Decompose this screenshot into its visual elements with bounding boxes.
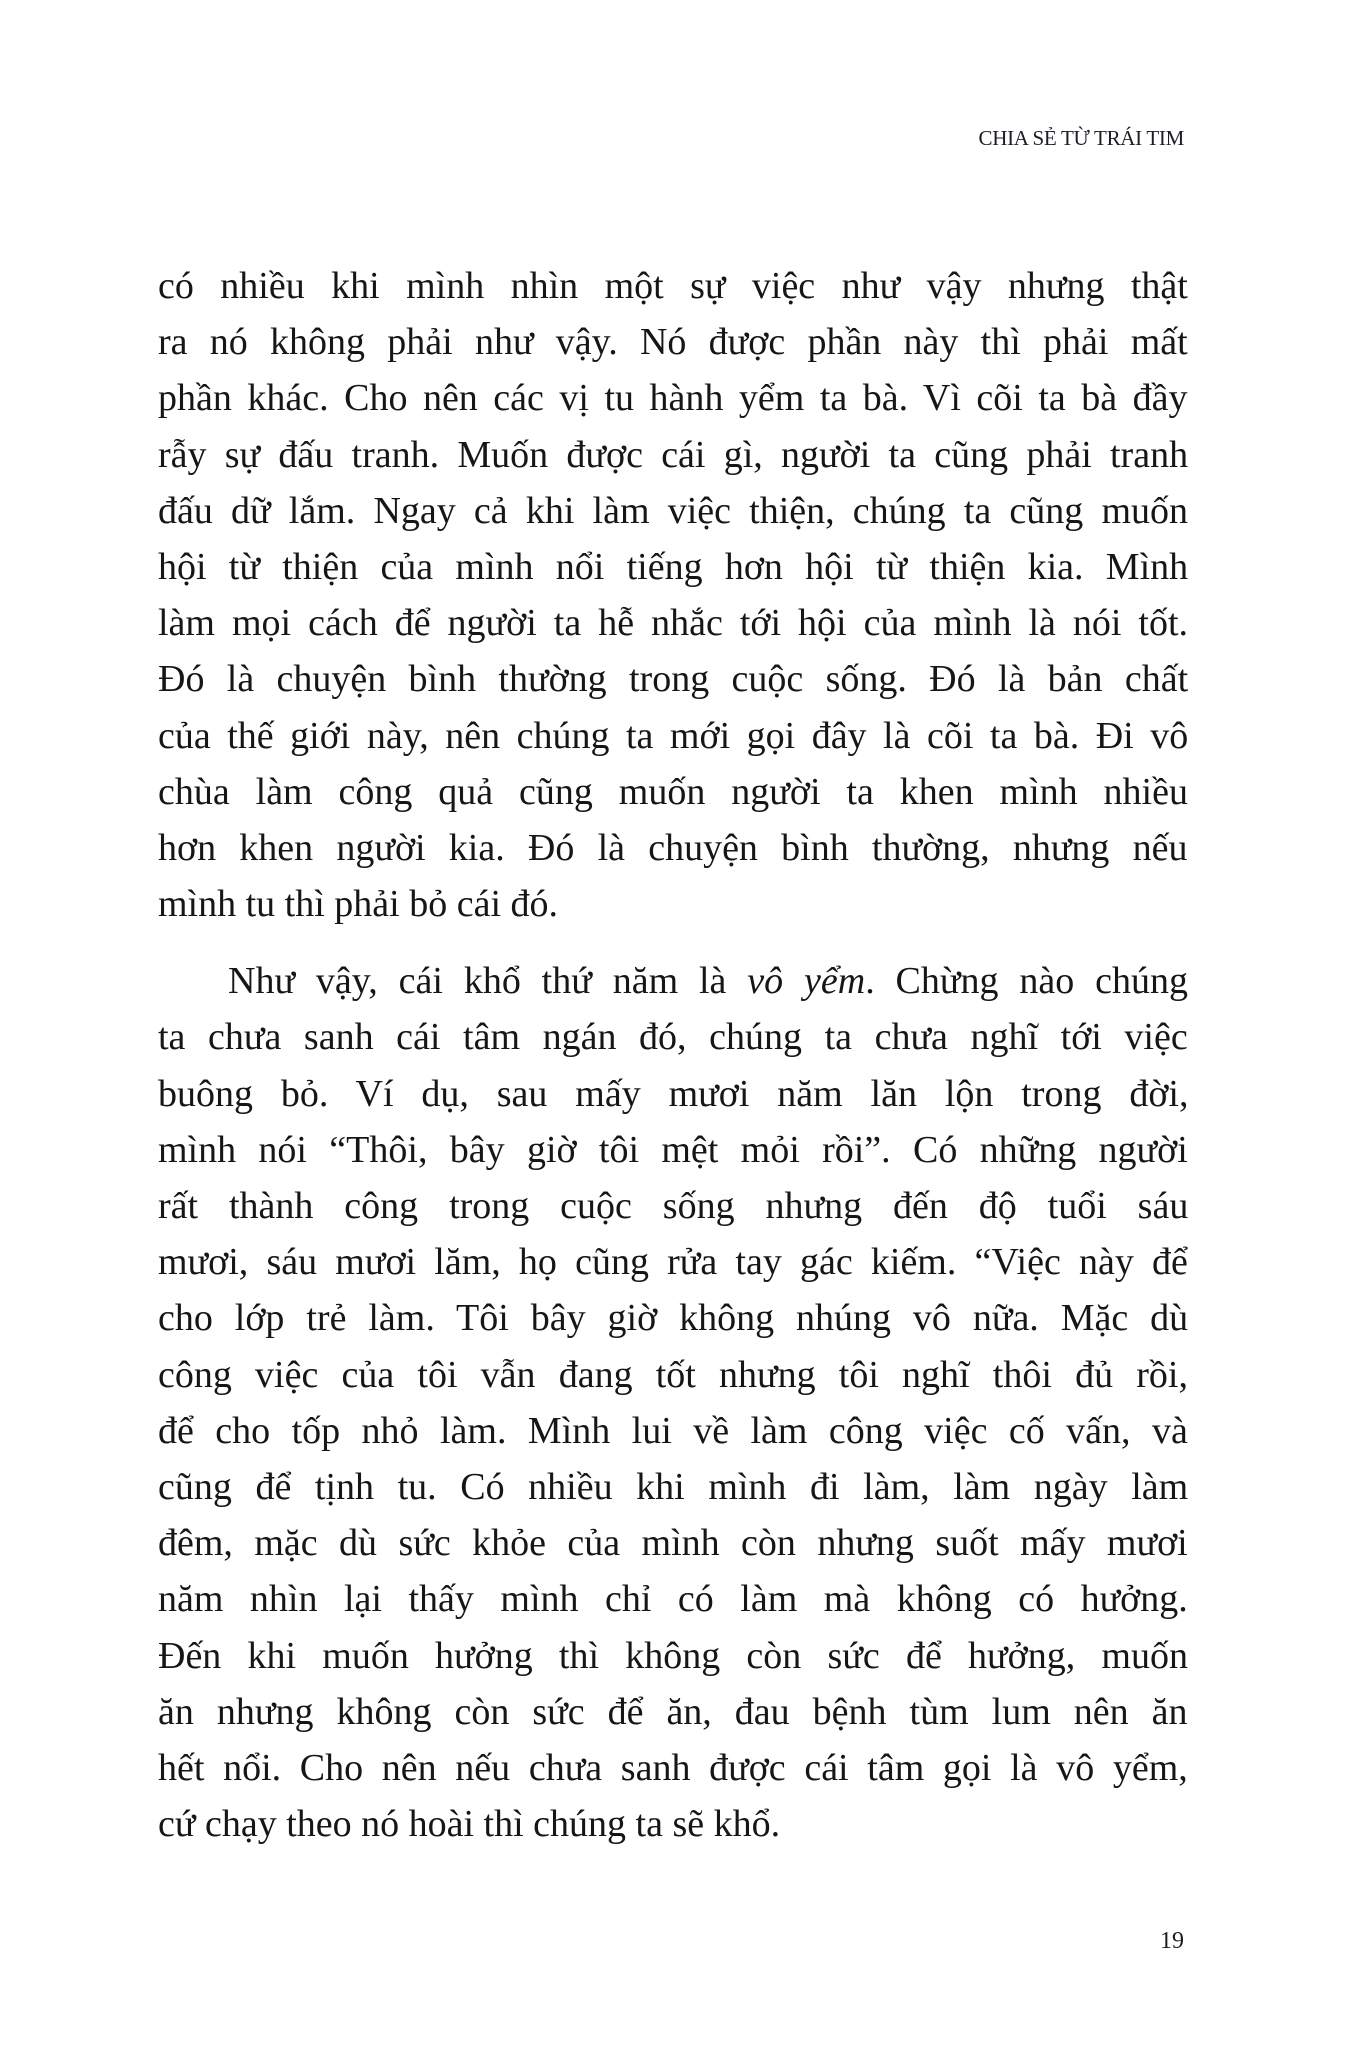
text-line-content: buông bỏ. Ví dụ, sau mấy mươi năm lăn lộn trong đời, (158, 1072, 1189, 1115)
text-line-first (158, 953, 1188, 1009)
text-line-content: phần khác. Cho nên các vị tu hành yểm ta bà. Vì cõi ta bà đầy (158, 377, 1188, 420)
text-line-content: chùa làm công quả cũng muốn người ta khen mình nhiều (158, 770, 1188, 813)
text-line (158, 764, 1188, 820)
text-line (158, 1122, 1188, 1178)
text-line-content: mình nói “Thôi, bây giờ tôi mệt mỏi rồi”. Có những người (158, 1128, 1188, 1171)
text-segment: Như vậy, cái khổ thứ năm là (228, 960, 748, 1003)
page-number: 19 (1160, 1928, 1184, 1954)
text-line (158, 708, 1188, 764)
text-line (158, 1515, 1188, 1571)
text-line-content: Đó là chuyện bình thường trong cuộc sống. Đó là bản chất (158, 658, 1189, 701)
text-line (158, 595, 1188, 651)
text-line (158, 1347, 1188, 1403)
text-line-content: đấu dữ lắm. Ngay cả khi làm việc thiện, chúng ta cũng muốn (158, 489, 1189, 532)
text-line-content: ta chưa sanh cái tâm ngán đó, chúng ta chưa nghĩ tới việc (158, 1016, 1188, 1059)
text-line-content: có nhiều khi mình nhìn một sự việc như vậy nhưng thật (158, 265, 1188, 307)
text-line (158, 258, 1188, 314)
text-line-content: hơn khen người kia. Đó là chuyện bình thường, nhưng nếu (158, 826, 1188, 869)
paragraph-2 (158, 953, 1188, 1852)
text-line (158, 1796, 1188, 1852)
text-line-content: ra nó không phải như vậy. Nó được phần này thì phải mất (158, 321, 1188, 364)
text-line (158, 427, 1188, 483)
text-line-content: cứ chạy theo nó hoài thì chúng ta sẽ khổ. (158, 1803, 781, 1846)
text-line (158, 483, 1188, 539)
italic-term: vô yểm (747, 960, 866, 1003)
text-line-content: hội từ thiện của mình nổi tiếng hơn hội từ thiện kia. Mình (158, 545, 1189, 588)
text-line-content: cho lớp trẻ làm. Tôi bây giờ không nhúng vô nữa. Mặc dù (158, 1297, 1189, 1340)
text-line-content: mình tu thì phải bỏ cái đó. (158, 883, 559, 926)
text-line (158, 1628, 1188, 1684)
text-line-content: rẫy sự đấu tranh. Muốn được cái gì, người ta cũng phải tranh (158, 433, 1189, 476)
text-line (158, 370, 1188, 426)
text-line (158, 1684, 1188, 1740)
paragraph-1 (158, 258, 1188, 932)
text-line (158, 314, 1188, 370)
text-line (158, 651, 1188, 707)
text-line-content: để cho tốp nhỏ làm. Mình lui về làm công việc cố vấn, và (158, 1409, 1188, 1452)
text-line-content: làm mọi cách để người ta hễ nhắc tới hội của mình là nói tốt. (158, 602, 1189, 645)
body-text (158, 258, 1188, 1852)
text-line-content: rất thành công trong cuộc sống nhưng đến độ tuổi sáu (158, 1185, 1189, 1227)
text-line-content: hết nổi. Cho nên nếu chưa sanh được cái tâm gọi là vô yểm, (158, 1746, 1188, 1789)
text-line (158, 1459, 1188, 1515)
text-line-content: công việc của tôi vẫn đang tốt nhưng tôi nghĩ thôi đủ rồi, (158, 1353, 1188, 1396)
text-line (158, 1234, 1188, 1290)
text-line (158, 539, 1188, 595)
text-line (158, 876, 1188, 932)
text-line (158, 1290, 1188, 1346)
text-line (158, 1571, 1188, 1627)
text-line-content: ăn nhưng không còn sức để ăn, đau bệnh tùm lum nên ăn (158, 1690, 1188, 1733)
text-segment: . Chừng nào chúng (865, 960, 1188, 1003)
text-line (158, 1403, 1188, 1459)
text-line (158, 1740, 1188, 1796)
text-line-content: mươi, sáu mươi lăm, họ cũng rửa tay gác kiếm. “Việc này để (158, 1241, 1188, 1284)
text-line-content: đêm, mặc dù sức khỏe của mình còn nhưng suốt mấy mươi (158, 1522, 1188, 1565)
text-line (158, 1009, 1188, 1065)
text-line-content: của thế giới này, nên chúng ta mới gọi đây là cõi ta bà. Đi vô (158, 714, 1189, 757)
text-line (158, 1178, 1188, 1234)
running-head: CHIA SẺ TỪ TRÁI TIM (978, 126, 1184, 150)
text-line-content: cũng để tịnh tu. Có nhiều khi mình đi làm, làm ngày làm (158, 1465, 1189, 1508)
text-line (158, 820, 1188, 876)
text-line-content: Đến khi muốn hưởng thì không còn sức để hưởng, muốn (158, 1634, 1188, 1677)
text-line-content: năm nhìn lại thấy mình chỉ có làm mà không có hưởng. (158, 1578, 1188, 1621)
text-line-content (228, 953, 1188, 1009)
text-line (158, 1066, 1188, 1122)
